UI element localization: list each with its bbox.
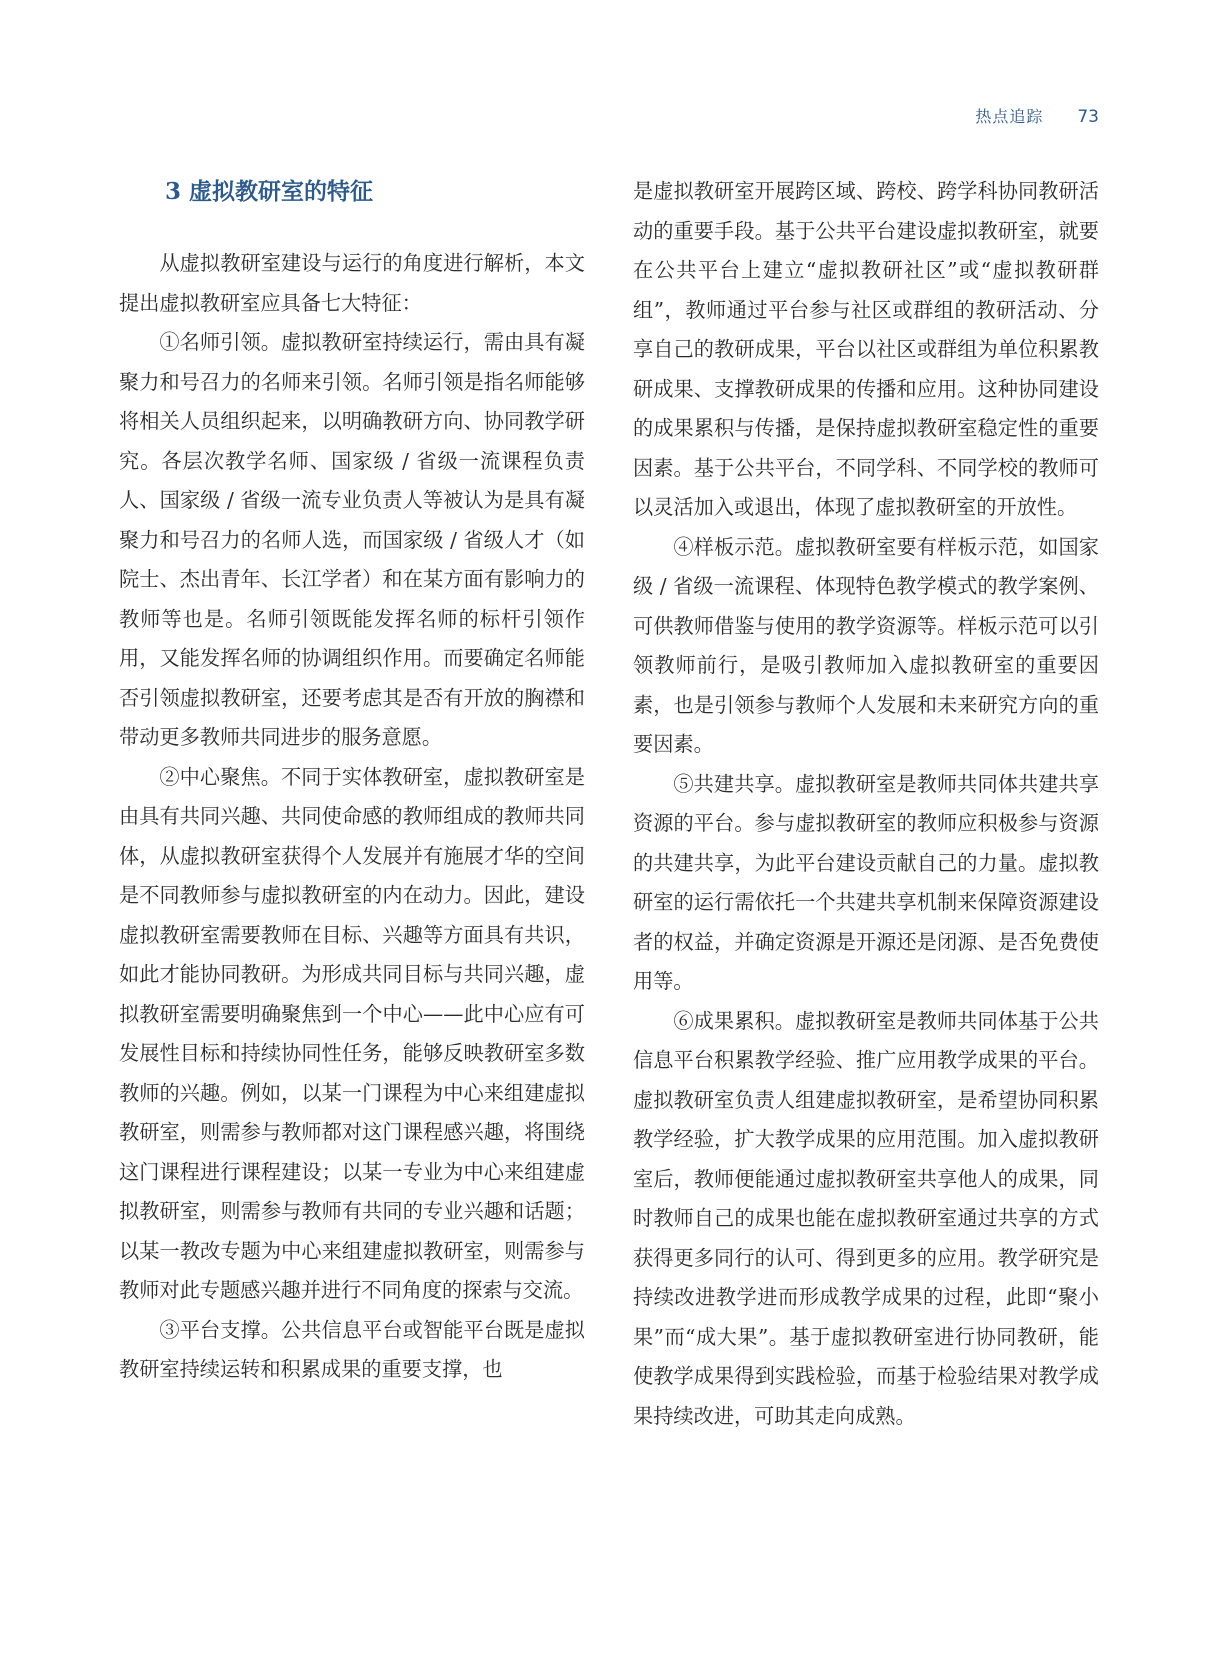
paragraph: ⑥成果累积。虚拟教研室是教师共同体基于公共信息平台积累教学经验、推广应用教学成果的平台。虚拟教研室负责人组建虚拟教研室，是希望协同积累教学经验，扩大教学成果的应用范围。加入虚拟教研室后，教师便能通过虚拟教研室共享他人的成果，同时教师自己的成果也能在虚拟教研室通过共享的方式获得更多同行的认可、得到更多的应用。教学研究是持续改进教学进而形成教学成果的过程，此即“聚小果”而“成大果”。基于虚拟教研室进行协同教研，能使教学成果得到实践检验，而基于检验结果对教学成果持续改进，可助其走向成熟。 xyxy=(633,1008,1099,1428)
section-title: 热点追踪 xyxy=(975,107,1044,126)
paragraph-continuation: 是虚拟教研室开展跨区域、跨校、跨学科协同教研活动的重要手段。基于公共平台建设虚拟教研室，就要在公共平台上建立“虚拟教研社区”或“虚拟教研群组”，教师通过平台参与社区或群组的教研活动、分享自己的教研成果，平台以社区或群组为单位积累教研成果、支撑教研成果的传播和应用。这种协同建设的成果累积与传播，是保持虚拟教研室稳定性的重要因素。基于公共平台，不同学科、不同学校的教师可以灵活加入或退出，体现了虚拟教研室的开放性。 xyxy=(633,179,1099,519)
running-header xyxy=(975,104,1099,127)
paragraph: ⑤共建共享。虚拟教研室是教师共同体共建共享资源的平台。参与虚拟教研室的教师应积极参与资源的共建共享，为此平台建设贡献自己的力量。虚拟教研室的运行需依托一个共建共享机制来保障资源建设者的权益，并确定资源是开源还是闭源、是否免费使用等。 xyxy=(633,771,1099,993)
paragraph: ③平台支撑。公共信息平台或智能平台既是虚拟教研室持续运转和积累成果的重要支撑，也 xyxy=(119,1317,585,1381)
left-column xyxy=(119,172,585,1390)
paragraph: ④样板示范。虚拟教研室要有样板示范，如国家级 / 省级一流课程、体现特色教学模式的教学案例、可供教师借鉴与使用的教学资源等。样板示范可以引领教师前行，是吸引教师加入虚拟教研室的重要因素，也是引领参与教师个人发展和未来研究方向的重要因素。 xyxy=(633,534,1099,756)
paragraph: 从虚拟教研室建设与运行的角度进行解析，本文提出虚拟教研室应具备七大特征： xyxy=(119,251,585,315)
page-number: 73 xyxy=(1077,107,1099,127)
paragraph: ②中心聚焦。不同于实体教研室，虚拟教研室是由具有共同兴趣、共同使命感的教师组成的教师共同体，从虚拟教研室获得个人发展并有施展才华的空间是不同教师参与虚拟教研室的内在动力。因此，建设虚拟教研室需要教师在目标、兴趣等方面具有共识，如此才能协同教研。为形成共同目标与共同兴趣，虚拟教研室需要明确聚焦到一个中心——此中心应有可发展性目标和持续协同性任务，能够反映教研室多数教师的兴趣。例如，以某一门课程为中心来组建虚拟教研室，则需参与教师都对这门课程感兴趣，将围绕这门课程进行课程建设；以某一专业为中心来组建虚拟教研室，则需参与教师有共同的专业兴趣和话题；以某一教改专题为中心来组建虚拟教研室，则需参与教师对此专题感兴趣并进行不同角度的探索与交流。 xyxy=(119,764,585,1302)
section-heading: 3 虚拟教研室的特征 xyxy=(165,178,374,205)
right-column xyxy=(633,172,1099,1436)
paragraph: ①名师引领。虚拟教研室持续运行，需由具有凝聚力和号召力的名师来引领。名师引领是指名师能够将相关人员组织起来，以明确教研方向、协同教学研究。各层次教学名师、国家级 / 省级一流课程负责人、国家级 / 省级一流专业负责人等被认为是具有凝聚力和号召力的名师人选，而国家级 / 省级人才（如院士、杰出青年、长江学者）和在某方面有影响力的教师等也是。名师引领既能发挥名师的标杆引领作用，又能发挥名师的协调组织作用。而要确定名师能否引领虚拟教研室，还要考虑其是否有开放的胸襟和带动更多教师共同进步的服务意愿。 xyxy=(119,330,585,749)
